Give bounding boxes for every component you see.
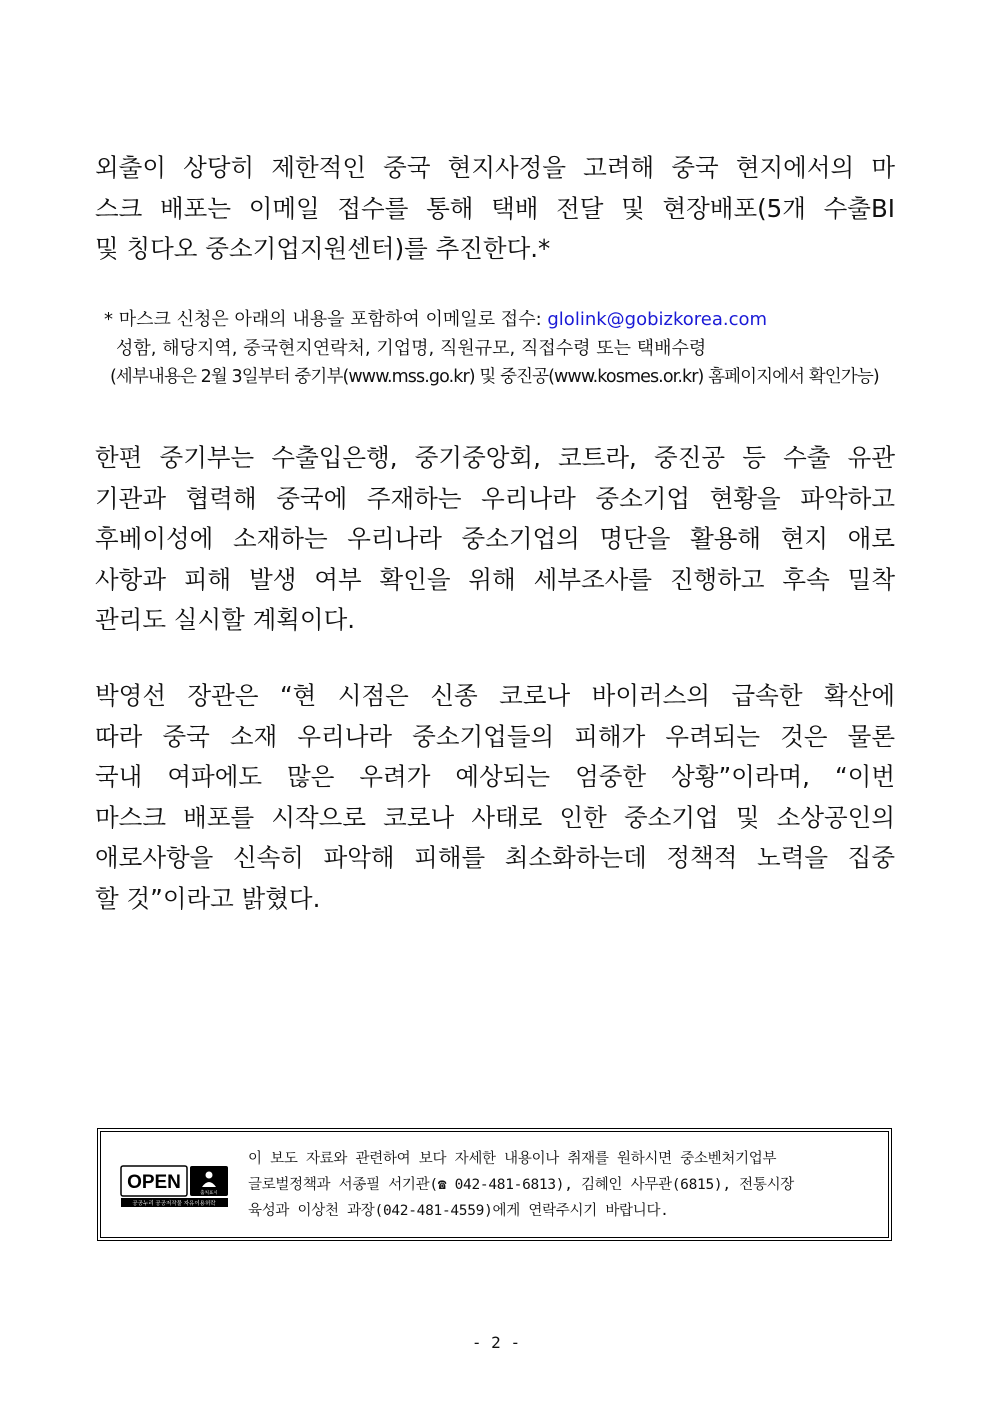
contact-line: 육성과 이상천 과장(042-481-4559)에게 연락주시기 바랍니다. bbox=[248, 1203, 669, 1219]
paragraph-line: 후베이성에 소재하는 우리나라 중소기업의 명단을 활용해 현지 애로 bbox=[95, 524, 895, 553]
paragraph-line: 관리도 실시할 계획이다. bbox=[95, 605, 356, 634]
paragraph-mask-distribution bbox=[95, 148, 895, 270]
kogl-logo-graphic bbox=[118, 1164, 230, 1208]
email-address: glolink@gobizkorea.com bbox=[547, 309, 768, 330]
paragraph-line: 따라 중국 소재 우리나라 중소기업들의 피해가 우려되는 것은 물론 bbox=[95, 721, 895, 751]
paragraph-line: 한편 중기부는 수출입은행, 중기중앙회, 코트라, 중진공 등 수출 유관 bbox=[95, 443, 895, 472]
paragraph-line: 및 칭다오 중소기업지원센터)를 추진한다.* bbox=[95, 234, 551, 263]
paragraph-line: 마스크 배포를 시작으로 코로나 사태로 인한 중소기업 및 소상공인의 bbox=[95, 802, 895, 832]
contact-line: 글로벌정책과 서종필 서기관(☎ 042-481-6813), 김혜인 사무관(6815), 전통시장 bbox=[248, 1177, 795, 1193]
footnote-line bbox=[104, 305, 904, 334]
paragraph-minister-quote bbox=[95, 676, 895, 919]
kogl-open-logo bbox=[118, 1164, 230, 1208]
contact-line: 이 보도 자료와 관련하여 보다 자세한 내용이나 취재를 원하시면 중소벤처기업부 bbox=[248, 1151, 777, 1167]
paragraph-line: 기관과 협력해 중국에 주재하는 우리나라 중소기업 현황을 파악하고 bbox=[95, 483, 895, 513]
footnote-prefix: * 마스크 신청은 아래의 내용을 포함하여 이메일로 접수: bbox=[104, 309, 548, 330]
footnote-line: (세부내용은 2월 3일부터 중기부(www.mss.go.kr) 및 중진공(www.kosmes.or.kr) 홈페이지에서 확인가능) bbox=[110, 367, 879, 387]
paragraph-survey bbox=[95, 438, 895, 641]
contact-text bbox=[248, 1146, 888, 1224]
paragraph-line: 사항과 피해 발생 여부 확인을 위해 세부조사를 진행하고 후속 밀착 bbox=[95, 564, 895, 594]
paragraph-line: 박영선 장관은 “현 시점은 신종 코로나 바이러스의 급속한 확산에 bbox=[95, 681, 895, 710]
paragraph-line: 애로사항을 신속히 파악해 피해를 최소화하는데 정책적 노력을 집중 bbox=[95, 843, 895, 872]
logo-open-text: OPEN bbox=[127, 1172, 181, 1193]
paragraph-line: 스크 배포는 이메일 접수를 통해 택배 전달 및 현장배포(5개 수출BI bbox=[95, 193, 895, 223]
page-number: - 2 - bbox=[471, 1333, 521, 1352]
logo-badge-text: 출처표시 bbox=[200, 1191, 218, 1196]
contact-box bbox=[97, 1128, 892, 1241]
paragraph-line: 외출이 상당히 제한적인 중국 현지사정을 고려해 중국 현지에서의 마 bbox=[95, 153, 895, 182]
paragraph-line: 할 것”이라고 밝혔다. bbox=[95, 883, 321, 913]
person-icon bbox=[206, 1172, 213, 1179]
footnote-line: 성함, 해당지역, 중국현지연락처, 기업명, 직원규모, 직접수령 또는 택배수령 bbox=[116, 338, 707, 359]
logo-caption: 공공누리 공공저작물 자유이용허락 bbox=[132, 1201, 216, 1207]
paragraph-line: 국내 여파에도 많은 우려가 예상되는 엄중한 상황”이라며, “이번 bbox=[95, 762, 895, 791]
footnote bbox=[104, 305, 904, 392]
